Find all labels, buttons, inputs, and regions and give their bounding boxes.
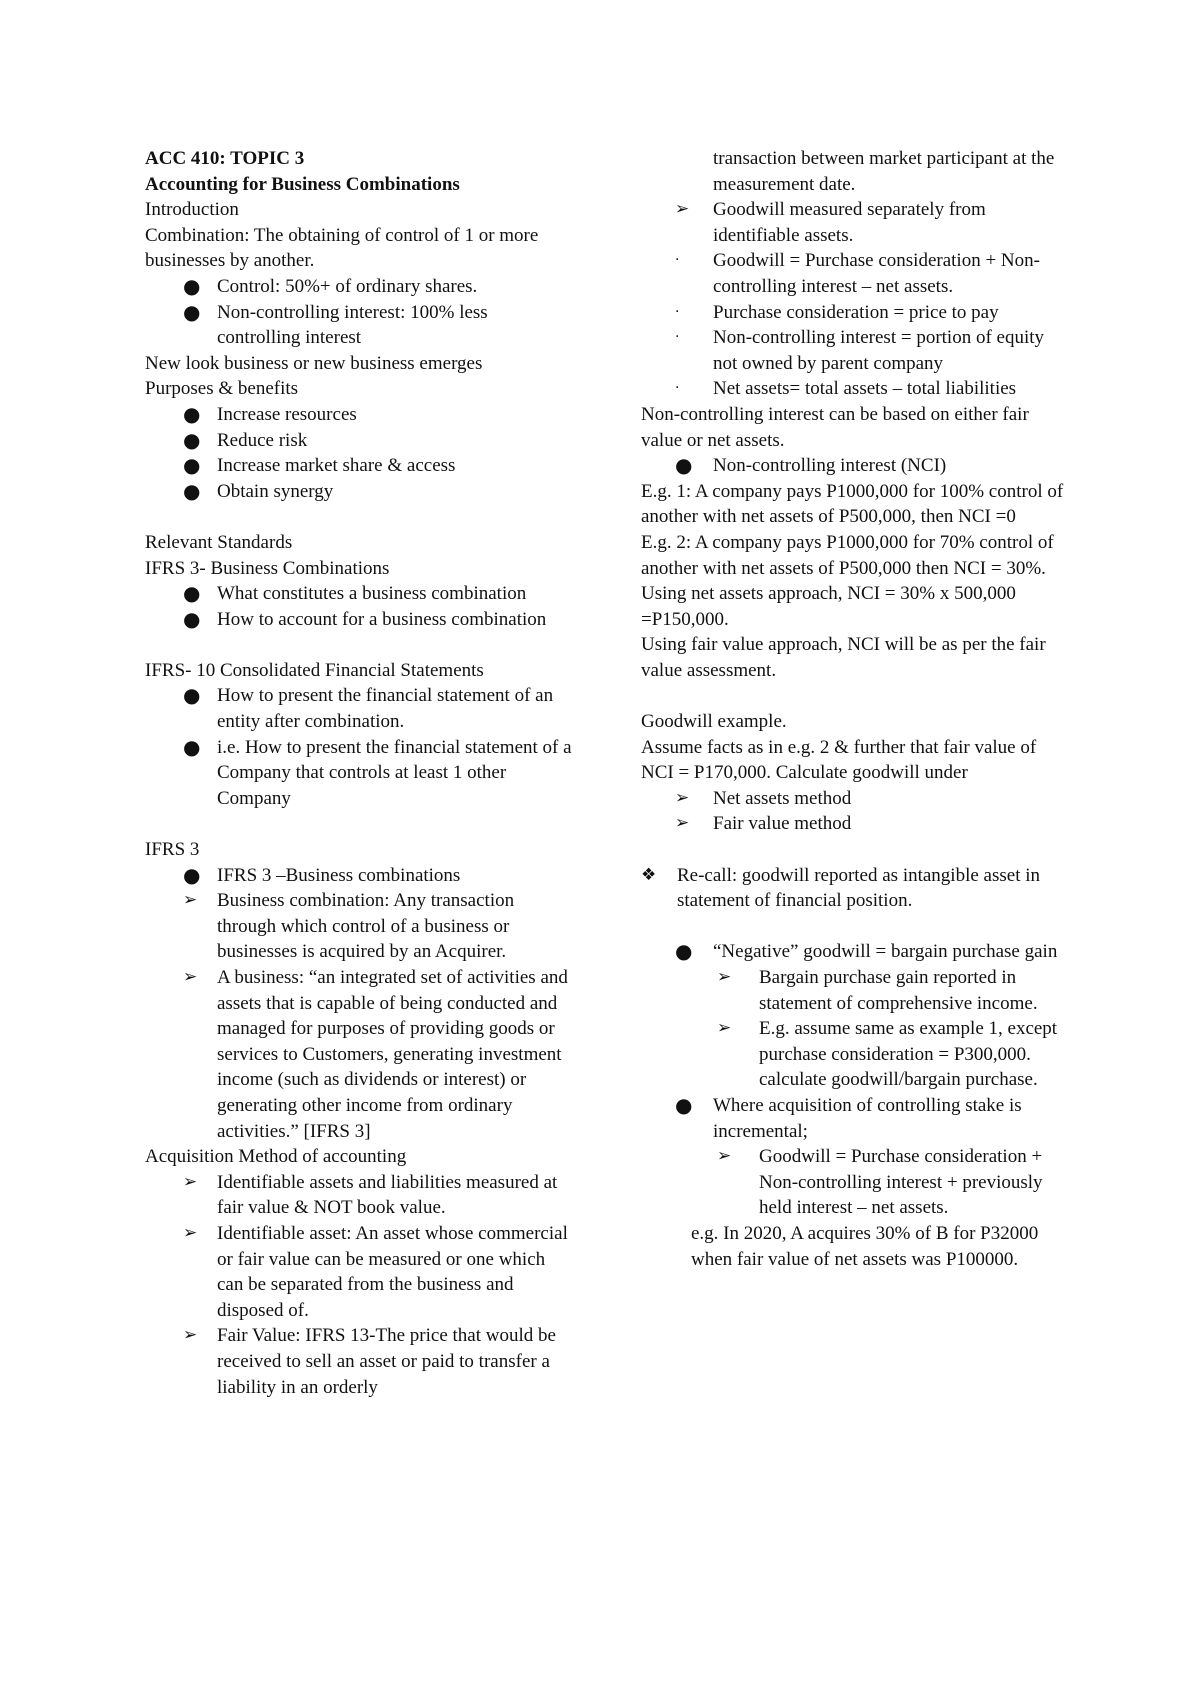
arrow-icon: ➢ [183, 1325, 198, 1346]
list-item: ● What constitutes a business combination [183, 581, 527, 606]
list-item: ● i.e. How to present the financial statement of a Company that controls at least 1 other Company [183, 734, 572, 809]
bullet-icon: ● [183, 427, 201, 452]
left-column [145, 146, 575, 1400]
list-item: · Net assets= total assets – total liabilities [641, 376, 1071, 402]
acquisition-heading: Acquisition Method of accounting [145, 1146, 407, 1168]
arrow-icon: ➢ [675, 787, 690, 808]
list-item: ● Reduce risk [183, 427, 308, 452]
ifrs3-heading: IFRS 3- Business Combinations [145, 557, 390, 579]
bullet-icon: ● [183, 453, 201, 478]
nci-paragraph: Non-controlling interest can be based on either fair value or net assets. [641, 403, 1029, 451]
list-item: ➢ Bargain purchase gain reported in statement of comprehensive income. [717, 967, 1038, 1014]
middot-icon: · [675, 329, 680, 346]
bullet-icon: ● [183, 401, 201, 426]
goodwill-example-heading: Goodwill example. [641, 711, 787, 733]
list-item: ● Increase market share & access [183, 453, 456, 478]
arrow-icon: ➢ [717, 1146, 732, 1167]
bullet-icon: ● [183, 606, 201, 631]
arrow-icon: ➢ [717, 1018, 732, 1039]
page-title: ACC 410: TOPIC 3 [145, 148, 305, 169]
bullet-icon: ● [183, 862, 201, 887]
list-item: ➢ Identifiable assets and liabilities measured at fair value & NOT book value. [183, 1171, 558, 1219]
ifrs10-heading: IFRS- 10 Consolidated Financial Statements [145, 659, 484, 681]
list-item: ● Increase resources [183, 401, 357, 426]
middot-icon: · [675, 252, 680, 269]
continued-text: transaction between market participant at the measurement date. [713, 148, 1055, 195]
goodwill-example-text: Assume facts as in e.g. 2 & further that fair value of NCI = P170,000. Calculate goodwill under [641, 736, 1037, 784]
arrow-icon: ➢ [675, 813, 690, 834]
list-item: ❖ Re-call: goodwill reported as intangible asset in statement of financial position. [641, 864, 1041, 912]
list-item: ● IFRS 3 –Business combinations [183, 862, 461, 887]
bullet-icon: ● [183, 683, 201, 708]
diamond-star-icon: ❖ [641, 864, 657, 885]
list-item: ● Non-controlling interest: 100% less controlling interest [183, 299, 488, 349]
list-item: ➢ Net assets method [641, 786, 1071, 812]
list-item: ● Obtain synergy [183, 478, 334, 503]
bullet-icon: ● [183, 478, 201, 503]
list-item: · Goodwill = Purchase consideration + Non-controlling interest – net assets. [675, 250, 1040, 297]
list-item: ● “Negative” goodwill = bargain purchase gain [675, 939, 1058, 964]
bullet-icon: ● [675, 453, 693, 478]
relevant-standards-heading: Relevant Standards [145, 531, 293, 553]
list-item: ➢ Fair value method [641, 811, 1071, 837]
intro-heading: Introduction [145, 199, 239, 221]
list-item: ● Non-controlling interest (NCI) [675, 453, 947, 478]
middot-icon: · [675, 380, 680, 397]
final-example: e.g. In 2020, A acquires 30% of B for P32000 when fair value of net assets was P100000. [691, 1222, 1039, 1270]
list-item: ➢ Fair Value: IFRS 13-The price that would be received to sell an asset or paid to transfer a liability in an orderly [183, 1325, 556, 1398]
bullet-icon: ● [675, 939, 693, 964]
list-item: ➢ Identifiable asset: An asset whose commercial or fair value can be measured or one which can be separated from the business and disposed of. [183, 1222, 568, 1321]
arrow-icon: ➢ [183, 967, 198, 987]
list-item: ➢ Business combination: Any transaction through which control of a business or businesses is acquired by an Acquirer. [183, 890, 515, 963]
middot-icon: · [675, 303, 680, 320]
bullet-icon: ● [183, 273, 201, 298]
list-item: ● Where acquisition of controlling stake is incremental; [675, 1092, 1022, 1142]
fair-value-approach: Using fair value approach, NCI will be as per the fair value assessment. [641, 634, 1046, 681]
list-item: ● How to present the financial statement of an entity after combination. [183, 683, 554, 733]
list-item: ● Control: 50%+ of ordinary shares. [183, 273, 478, 298]
purposes-heading: Purposes & benefits [145, 378, 299, 400]
arrow-icon: ➢ [183, 1222, 198, 1243]
bullet-icon: ● [183, 581, 201, 606]
right-column [641, 146, 1071, 1272]
list-item: ➢ A business: “an integrated set of activities and assets that is capable of being conducted and managed for purposes of providing goods or services to Customers, generating investment income (such as dividends or interest) or generating other income from ordinary activities.” [IFRS 3] [183, 967, 568, 1142]
list-item: ➢ Goodwill measured separately from identifiable assets. [675, 199, 986, 246]
ifrs3-section-heading: IFRS 3 [145, 839, 200, 861]
list-item: ➢ E.g. assume same as example 1, except purchase consideration = P300,000. calculate goodwill/bargain purchase. [717, 1018, 1058, 1091]
bullet-icon: ● [183, 299, 201, 324]
combination-definition: Combination: The obtaining of control of 1 or more businesses by another. [145, 224, 539, 272]
arrow-icon: ➢ [183, 890, 198, 911]
list-item: · Non-controlling interest = portion of equity not owned by parent company [675, 327, 1045, 374]
page-subtitle: Accounting for Business Combinations [145, 173, 460, 195]
arrow-icon: ➢ [183, 1171, 198, 1192]
net-assets-approach: Using net assets approach, NCI = 30% x 500,000 =P150,000. [641, 583, 1016, 630]
example-2: E.g. 2: A company pays P1000,000 for 70% control of another with net assets of P500,000 then NCI = 30%. [641, 531, 1054, 579]
new-look-text: New look business or new business emerges [145, 352, 483, 374]
bullet-icon: ● [183, 734, 201, 759]
list-item: ➢ Goodwill = Purchase consideration + Non-controlling interest + previously held interest – net assets. [717, 1146, 1043, 1219]
list-item: · Purchase consideration = price to pay [641, 300, 1071, 326]
arrow-icon: ➢ [717, 967, 732, 987]
example-1: E.g. 1: A company pays P1000,000 for 100% control of another with net assets of P500,000, then NCI =0 [641, 480, 1064, 528]
list-item: ● How to account for a business combination [183, 606, 547, 631]
bullet-icon: ● [675, 1092, 693, 1117]
arrow-icon: ➢ [675, 199, 690, 220]
